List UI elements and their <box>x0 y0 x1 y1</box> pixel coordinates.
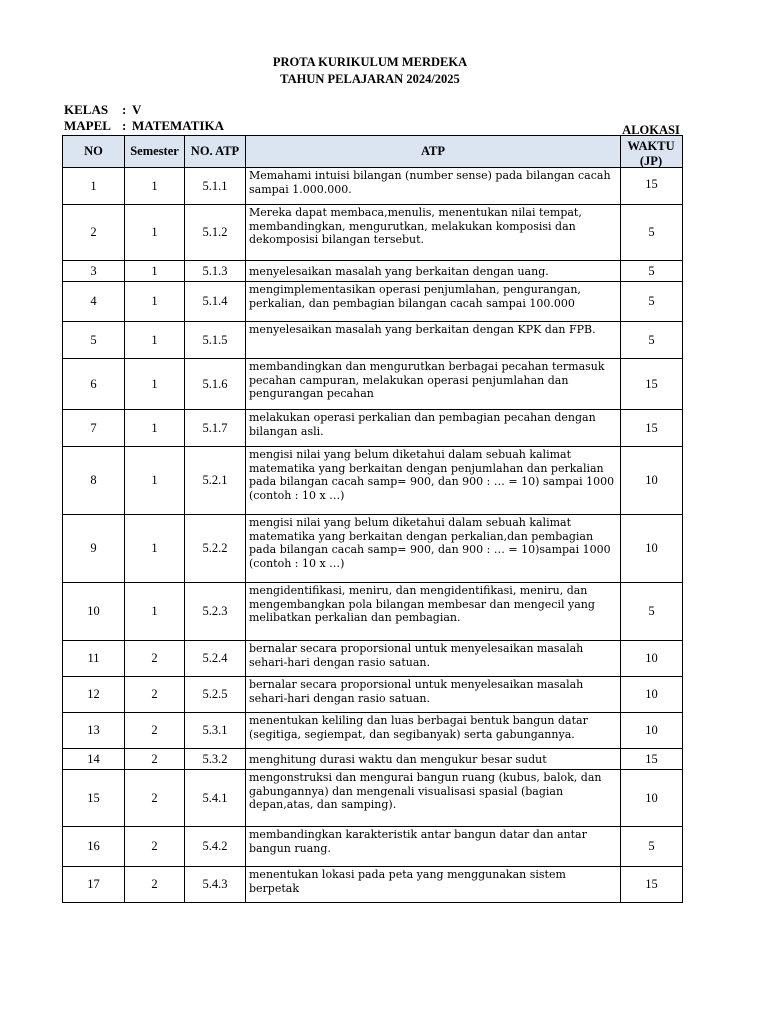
row-alokasi: 5 <box>621 827 683 867</box>
row-alokasi: 10 <box>621 713 683 749</box>
row-no: 10 <box>63 583 125 641</box>
table-row <box>63 410 683 447</box>
row-no: 11 <box>63 641 125 677</box>
row-no-atp: 5.2.4 <box>185 641 246 677</box>
header-semester: Semester <box>125 136 185 168</box>
row-no-atp: 5.1.1 <box>185 168 246 205</box>
row-atp: Mereka dapat membaca,menulis, menentukan nilai tempat, membandingkan, mengurutkan, melakukan komposisi dan dekomposisi bilangan tersebut. <box>246 205 621 261</box>
mapel-label: MAPEL <box>64 118 111 133</box>
row-alokasi: 10 <box>621 515 683 583</box>
row-semester: 2 <box>125 713 185 749</box>
mapel-value: MATEMATIKA <box>132 118 224 133</box>
row-no-atp: 5.2.1 <box>185 447 246 515</box>
row-atp: bernalar secara proporsional untuk menyelesaikan masalah sehari-hari dengan rasio satuan. <box>246 641 621 677</box>
row-semester: 2 <box>125 770 185 827</box>
row-semester: 1 <box>125 410 185 447</box>
row-semester: 1 <box>125 583 185 641</box>
row-semester: 1 <box>125 168 185 205</box>
row-no: 4 <box>63 282 125 322</box>
row-no: 7 <box>63 410 125 447</box>
mapel-line <box>64 118 224 134</box>
mapel-separator: : <box>122 118 127 133</box>
row-alokasi: 5 <box>621 322 683 359</box>
row-no: 6 <box>63 359 125 410</box>
table-row <box>63 867 683 903</box>
row-alokasi: 10 <box>621 677 683 713</box>
row-no: 8 <box>63 447 125 515</box>
header-no-atp: NO. ATP <box>185 136 246 168</box>
row-no-atp: 5.2.5 <box>185 677 246 713</box>
row-semester: 1 <box>125 261 185 282</box>
table-row <box>63 677 683 713</box>
row-no-atp: 5.2.3 <box>185 583 246 641</box>
row-semester: 1 <box>125 205 185 261</box>
table-row <box>63 770 683 827</box>
kelas-line <box>64 102 141 118</box>
row-alokasi: 5 <box>621 583 683 641</box>
row-no: 2 <box>63 205 125 261</box>
row-no: 12 <box>63 677 125 713</box>
row-no-atp: 5.1.4 <box>185 282 246 322</box>
row-no: 15 <box>63 770 125 827</box>
row-alokasi: 5 <box>621 205 683 261</box>
row-alokasi: 10 <box>621 641 683 677</box>
row-semester: 2 <box>125 641 185 677</box>
row-atp: menentukan lokasi pada peta yang menggunakan sistem berpetak <box>246 867 621 903</box>
row-semester: 2 <box>125 827 185 867</box>
row-atp: Memahami intuisi bilangan (number sense) pada bilangan cacah sampai 1.000.000. <box>246 168 621 205</box>
row-semester: 2 <box>125 749 185 770</box>
header-atp: ATP <box>246 136 621 168</box>
row-atp: menyelesaikan masalah yang berkaitan dengan KPK dan FPB. <box>246 322 621 359</box>
row-no-atp: 5.4.3 <box>185 867 246 903</box>
table-row <box>63 261 683 282</box>
row-alokasi: 15 <box>621 749 683 770</box>
row-alokasi: 5 <box>621 261 683 282</box>
row-no-atp: 5.4.2 <box>185 827 246 867</box>
row-atp: mengonstruksi dan mengurai bangun ruang (kubus, balok, dan gabungannya) dan mengenali visualisasi spasial (bagian depan,atas, dan samping). <box>246 770 621 827</box>
row-semester: 1 <box>125 322 185 359</box>
header-alokasi-waktu: ALOKASI WAKTU (JP) <box>622 123 680 168</box>
row-semester: 1 <box>125 447 185 515</box>
row-no-atp: 5.2.2 <box>185 515 246 583</box>
kelas-value: V <box>132 102 142 117</box>
row-no: 17 <box>63 867 125 903</box>
row-no: 3 <box>63 261 125 282</box>
row-no: 16 <box>63 827 125 867</box>
row-no-atp: 5.1.7 <box>185 410 246 447</box>
row-no: 1 <box>63 168 125 205</box>
table-row <box>63 447 683 515</box>
row-no-atp: 5.4.1 <box>185 770 246 827</box>
table-row <box>63 749 683 770</box>
row-alokasi: 15 <box>621 867 683 903</box>
kelas-separator: : <box>122 102 127 117</box>
kelas-label: KELAS <box>64 102 109 117</box>
table-header-row <box>63 136 683 168</box>
row-no: 9 <box>63 515 125 583</box>
row-atp: melakukan operasi perkalian dan pembagian pecahan dengan bilangan asli. <box>246 410 621 447</box>
row-atp: menyelesaikan masalah yang berkaitan dengan uang. <box>246 261 621 282</box>
table-row <box>63 713 683 749</box>
table-row <box>63 282 683 322</box>
row-no-atp: 5.3.1 <box>185 713 246 749</box>
table-row <box>63 641 683 677</box>
row-alokasi: 5 <box>621 282 683 322</box>
row-no: 14 <box>63 749 125 770</box>
row-atp: membandingkan dan mengurutkan berbagai pecahan termasuk pecahan campuran, melakukan operasi penjumlahan dan pengurangan pecahan <box>246 359 621 410</box>
row-atp: menghitung durasi waktu dan mengukur besar sudut <box>246 749 621 770</box>
row-no: 5 <box>63 322 125 359</box>
row-alokasi: 15 <box>621 410 683 447</box>
row-atp: mengimplementasikan operasi penjumlahan, pengurangan, perkalian, dan pembagian bilangan cacah sampai 100.000 <box>246 282 621 322</box>
table-row <box>63 205 683 261</box>
row-no-atp: 5.1.2 <box>185 205 246 261</box>
row-semester: 1 <box>125 515 185 583</box>
row-semester: 2 <box>125 677 185 713</box>
table-row <box>63 168 683 205</box>
table-row <box>63 359 683 410</box>
table-row <box>63 515 683 583</box>
row-atp: mengidentifikasi, meniru, dan mengidentifikasi, meniru, dan mengembangkan pola bilangan membesar dan mengecil yang melibatkan perkalian dan pembagian. <box>246 583 621 641</box>
row-no-atp: 5.1.3 <box>185 261 246 282</box>
header-no: NO <box>63 136 125 168</box>
row-atp: mengisi nilai yang belum diketahui dalam sebuah kalimat matematika yang berkaitan dengan penjumlahan dan perkalian pada bilangan cacah samp= 900, dan 900 : … = 10) sampai 1000 (contoh : 10 x …) <box>246 447 621 515</box>
row-no: 13 <box>63 713 125 749</box>
row-atp: bernalar secara proporsional untuk menyelesaikan masalah sehari-hari dengan rasio satuan. <box>246 677 621 713</box>
row-semester: 2 <box>125 867 185 903</box>
row-semester: 1 <box>125 359 185 410</box>
row-semester: 1 <box>125 282 185 322</box>
table-row <box>63 322 683 359</box>
table-row <box>63 827 683 867</box>
document-subtitle: TAHUN PELAJARAN 2024/2025 <box>280 72 460 86</box>
row-atp: membandingkan karakteristik antar bangun datar dan antar bangun ruang. <box>246 827 621 867</box>
row-alokasi: 10 <box>621 447 683 515</box>
document-title: PROTA KURIKULUM MERDEKA <box>272 55 468 69</box>
row-alokasi: 10 <box>621 770 683 827</box>
row-alokasi: 15 <box>621 359 683 410</box>
row-atp: mengisi nilai yang belum diketahui dalam sebuah kalimat matematika yang berkaitan dengan perkalian,dan pembagian pada bilangan cacah samp= 900, dan 900 : … = 10)sampai 1000 (contoh : 10 x …) <box>246 515 621 583</box>
row-alokasi: 15 <box>621 168 683 205</box>
row-no-atp: 5.1.6 <box>185 359 246 410</box>
row-atp: menentukan keliling dan luas berbagai bentuk bangun datar (segitiga, segiempat, dan segibanyak) serta gabungannya. <box>246 713 621 749</box>
row-no-atp: 5.1.5 <box>185 322 246 359</box>
table-row <box>63 583 683 641</box>
prota-table <box>62 135 683 903</box>
row-no-atp: 5.3.2 <box>185 749 246 770</box>
